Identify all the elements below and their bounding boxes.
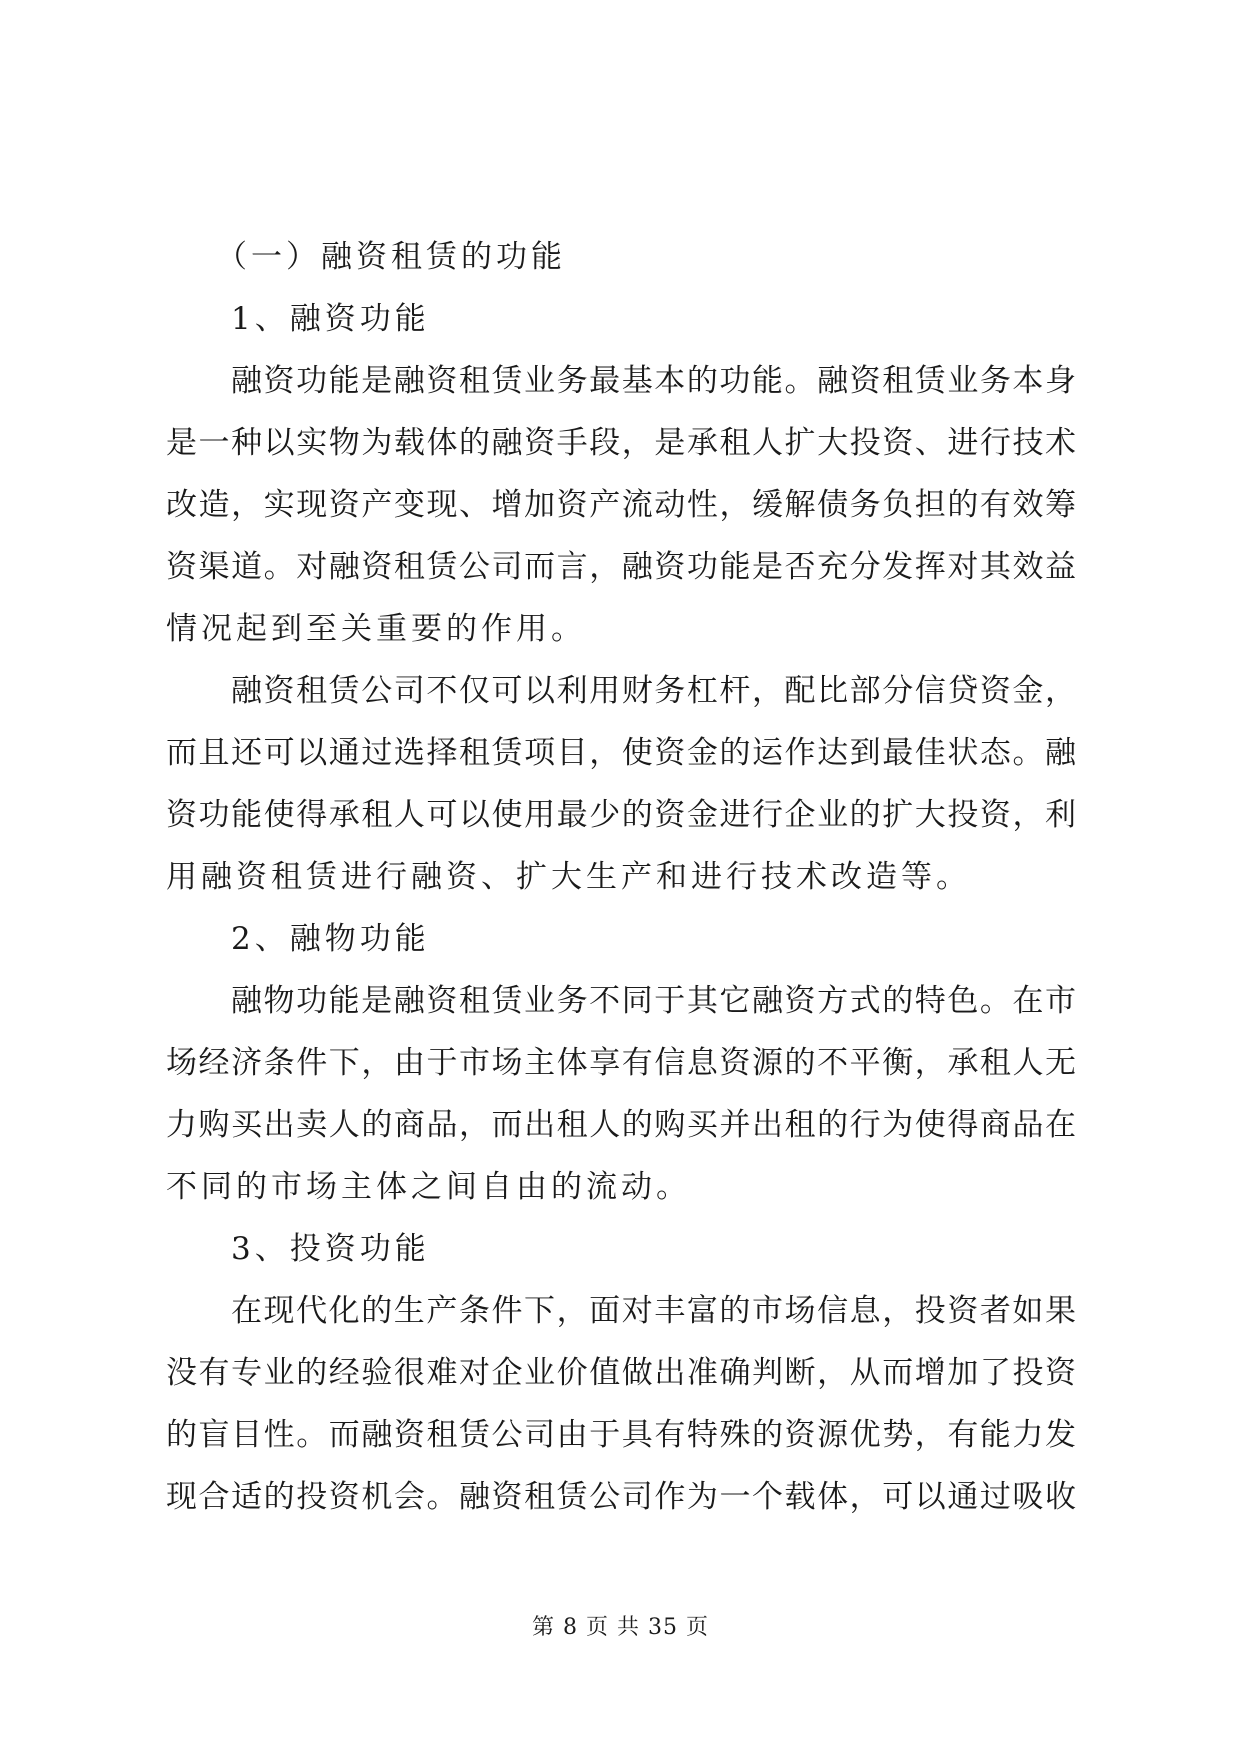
- paragraph-line: 现合适的投资机会。融资租赁公司作为一个载体，可以通过吸收: [166, 1479, 1076, 1515]
- paragraph-line: 融资租赁公司不仅可以利用财务杠杆，配比部分信贷资金，: [231, 673, 1076, 709]
- subheading-financing: 1、融资功能: [231, 301, 430, 337]
- paragraph-line: 的盲目性。而融资租赁公司由于具有特殊的资源优势，有能力发: [166, 1417, 1076, 1453]
- subheading-investment: 3、投资功能: [231, 1231, 430, 1267]
- paragraph-line: 场经济条件下，由于市场主体享有信息资源的不平衡，承租人无: [166, 1045, 1076, 1081]
- paragraph-line: 资功能使得承租人可以使用最少的资金进行企业的扩大投资，利: [166, 797, 1076, 833]
- paragraph-line: 而且还可以通过选择租赁项目，使资金的运作达到最佳状态。融: [166, 735, 1076, 771]
- paragraph-line: 是一种以实物为载体的融资手段，是承租人扩大投资、进行技术: [166, 425, 1076, 461]
- paragraph-line: 力购买出卖人的商品，而出租人的购买并出租的行为使得商品在: [166, 1107, 1076, 1143]
- document-body: [166, 226, 1076, 1528]
- paragraph-line: 改造，实现资产变现、增加资产流动性，缓解债务负担的有效筹: [166, 487, 1076, 523]
- section-heading: （一）融资租赁的功能: [216, 239, 566, 275]
- paragraph-line: 融资功能是融资租赁业务最基本的功能。融资租赁业务本身: [231, 363, 1076, 399]
- paragraph-line: 情况起到至关重要的作用。: [166, 611, 586, 647]
- paragraph-line: 没有专业的经验很难对企业价值做出准确判断，从而增加了投资: [166, 1355, 1076, 1391]
- paragraph-line: 融物功能是融资租赁业务不同于其它融资方式的特色。在市: [231, 983, 1076, 1019]
- paragraph-line: 不同的市场主体之间自由的流动。: [166, 1169, 691, 1205]
- subheading-goods: 2、融物功能: [231, 921, 430, 957]
- page-number-footer: 第 8 页 共 35 页: [532, 1615, 709, 1640]
- paragraph-line: 资渠道。对融资租赁公司而言，融资功能是否充分发挥对其效益: [166, 549, 1076, 585]
- paragraph-line: 用融资租赁进行融资、扩大生产和进行技术改造等。: [166, 859, 971, 895]
- paragraph-line: 在现代化的生产条件下，面对丰富的市场信息，投资者如果: [231, 1293, 1076, 1329]
